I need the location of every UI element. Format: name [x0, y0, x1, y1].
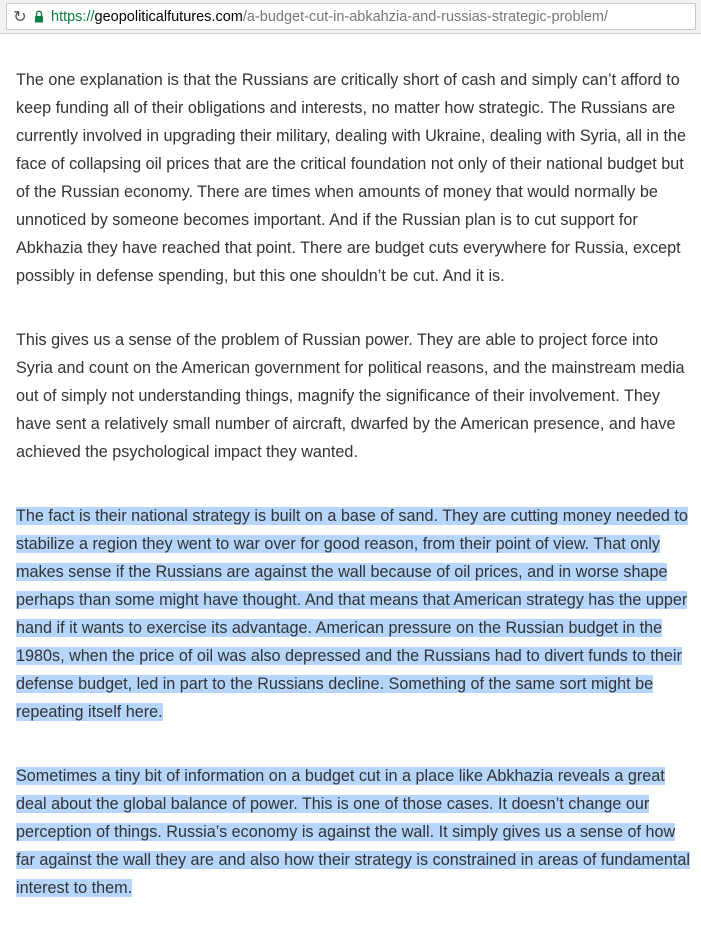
- lock-icon[interactable]: [31, 4, 47, 29]
- url-scheme: https://: [51, 8, 95, 25]
- paragraph-text: The one explanation is that the Russians are critically short of cash and simply can’t afford to keep funding all of their obligations and interests, no matter how strategic. The Russians are currently involved in upgrading their military, dealing with Ukraine, dealing with Syria, all in the face of collapsing oil prices that are the critical foundation not only of their national budget but of the Russian economy. There are times when amounts of money that would normally be unnoticed by someone becomes important. And if the Russian plan is to cut support for Abkhazia they have reached that point. There are budget cuts everywhere for Russia, except possibly in defense spending, but this one shouldn’t be cut. And it is.: [16, 71, 687, 285]
- url-domain: geopoliticalfutures.com: [94, 8, 243, 25]
- article-paragraph-2: [16, 326, 696, 466]
- url-text[interactable]: [51, 9, 608, 25]
- article-paragraph-3: [16, 502, 696, 726]
- article-body: [16, 66, 696, 938]
- selected-paragraph-text: The fact is their national strategy is built on a base of sand. They are cutting money needed to stabilize a region they went to war over for good reason, from their point of view. That only makes sense if the Russians are against the wall because of oil prices, and in worse shape perhaps than some might have thought. And that means that American strategy has the upper hand if it wants to exercise its advantage. American pressure on the Russian budget in the 1980s, when the price of oil was also depressed and the Russians had to divert funds to their defense budget, led in part to the Russians decline. Something of the same sort might be repeating itself here.: [16, 507, 688, 721]
- article-paragraph-4: [16, 762, 696, 902]
- selected-paragraph-text: Sometimes a tiny bit of information on a budget cut in a place like Abkhazia reveals a great deal about the global balance of power. This is one of those cases. It doesn’t change our perception of things. Russia’s economy is against the wall. It simply gives us a sense of how far against the wall they are and also how their strategy is constrained in areas of fundamental interest to them.: [16, 767, 690, 897]
- url-path: /a-budget-cut-in-abkahzia-and-russias-strategic-problem/: [242, 8, 608, 25]
- article-paragraph-1: [16, 66, 696, 290]
- browser-toolbar: [0, 0, 701, 34]
- paragraph-text: This gives us a sense of the problem of Russian power. They are able to project force into Syria and count on the American government for political reasons, and the mainstream media out of simply not understanding things, magnify the significance of their involvement. They have sent a relatively small number of aircraft, dwarfed by the American presence, and have achieved the psychological impact they wanted.: [16, 331, 685, 461]
- address-bar[interactable]: [6, 3, 696, 30]
- reload-icon[interactable]: ↻: [13, 8, 27, 26]
